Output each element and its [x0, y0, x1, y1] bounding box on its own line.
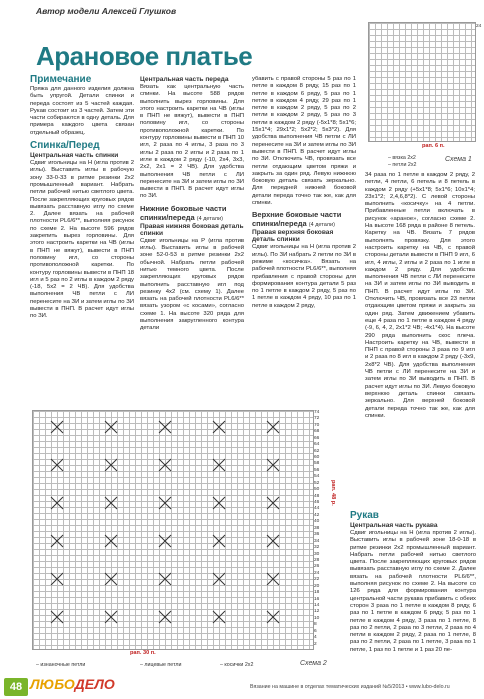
scheme-2-caption: Схема 2	[300, 660, 327, 667]
scheme-2-rows-label: рап. 48 р.	[330, 480, 336, 506]
front-center-text: Вязать как центральную часть спинки. На высоте 588 рядов выполнить вырез горловины. Для этого настроить каретки на ЧВ (иглы в ПНП не вяжут), вывести в ПНП половину игл, со стороны противоположной каретки. По контуру горловины вывести в ПНП 10 игл, 2 раза по 4 иглы, 3 раза по 3 иглы 2 раза по 2 иглы и 2 раза по 1 игле в каждом 2 ряду (-10, 2х4, 3х3, 2х2, 2х1 = 2 ЧВ). Для удобства выполнения ЧВ петли с ЛИ перенесите на ЗИ и затем иглы по ЗИ вывести в ПНП. В расчет идут иглы по ЗИ.	[140, 84, 244, 200]
scheme-2-row-numbers	[314, 410, 328, 648]
author-line: Автор модели Алексей Глушков	[36, 6, 177, 16]
row-number: 10	[314, 615, 320, 621]
sleeve-text: Сдвиг игольницы на Н (игла против 2 иглы). Выставить иглы в рабочей зоне 18-0-18 в ритме резинки 2х2 промышленный вариант. Набрать петли рабочей нитью светлого цвета. После закрепляющих круговых рядов вывязать расставную иглу по схеме 2. Далее вязать на рабочей плотности PL6/6**, выполняя рисунок по схеме 2. На высоте со 126 ряда для формирования контура центральной части рукава прибавить с обеих сторон 3 раза по 1 петле в каждом 8 ряду, 6 раз по 1 петле в каждом 6 ряду, 5 раз по 1 петле в каждом 4 ряду, 3 раза по 1 петле, 8 раз по 2 петли, 2 раза по 3 петли, 2 раза по 4 петли в каждом 2 ряду, 2 раза по 1 петле, 8 раз по 2 петли, 2 раза по 1 петле, 3 раза по 1 петле, 1 раз по 1 петле и 1 раз 20 пе-	[350, 530, 476, 653]
row-number: 58	[314, 461, 320, 467]
row-number: 16	[314, 596, 320, 602]
upper-side-heading-note: (4 детали)	[308, 222, 335, 229]
row-number: 42	[314, 512, 320, 518]
row-number: 26	[314, 564, 320, 570]
note-text: Пряжа для данного изделия должна быть упругой. Детали спинки и переда состоят из 5 частей каждая. Рукав состоит из 3 частей. Затем эти части собираются в одну деталь. Для примера каждого цвета связан отдельный образец.	[30, 86, 134, 136]
row-number: 28	[314, 557, 320, 563]
sleeve-section	[350, 508, 476, 674]
back-heading: Спинка/Перед	[30, 140, 100, 152]
row-number: 12	[314, 609, 320, 615]
row-number: 50	[314, 487, 320, 493]
lower-side-heading	[140, 204, 244, 222]
row-number: 36	[314, 532, 320, 538]
column-4	[365, 172, 475, 508]
brand-logo-part-a: ЛЮБО	[30, 676, 75, 692]
row-number: 66	[314, 435, 320, 441]
column-3	[252, 76, 356, 394]
upper-side-continued-text: 34 раза по 1 петле в каждом 2 ряду, 2 петли, 4 петли, 6 петель и 8 петель в каждом 2 ряду (+5х1*8; 5х1*6; 10х1*4; 23х1*2; 2,4,6,8*2). С левой стороны выполнить «косичку» на 4 петли. Прибавленные петли включать в рисунок «араное», согласно схеме 2. На высоте 168 ряда в районе 8 петель. Каретку на ЧВ. Вязать 7 рядов выполнять провязку. Для этого настроить каретку на ЧВ, с правой стороны детали вывести в ПНП 9 игл, 6 игл, 4 иглы, 2 иглы и 2 раза по 1 игле в каждом 2 ряду. Для удобства выполнения ЧВ петли с ЛИ перенесите на ЗИ и затем иглы по ЗИ выводить в ПНП. В расчет идут иглы по ЗИ. Отключить ЧВ, провязать все 23 петли отдающим цветом пряжи и закрыть за один ряд. Затем движением убавить еще 4 раза по 1 петле в каждом 4 ряду (-9, 6, 4, 2, 2х1*2 ЧВ; -4х1*4). На высоте 290 ряда выполнить скос плеча. Настроить каретку на ЧВ, вывести в ПНП с правой стороны 3 раза по 9 игл и 2 раза по 8 игл в каждом 2 ряду (-3х9, 2х8*2 ЧВ). Для удобства выполнения ЧВ петли с ЛИ перенесите на ЗИ и затем иглы по ЗИ выводить в ПНП. В расчет идут иглы по ЗИ. Левую боковую верхнюю деталь спинки связать зеркально. Для верхней боковой детали переда точно так же, как для спинки.	[365, 172, 475, 419]
upper-side-text: Сдвиг игольницы на Н (игла против 2 иглы). По ЗИ набрать 2 петли по ЗИ в режиме «косичка». Вязать на рабочей плотности PL6/6**, выполняя прибавления с правой стороны для формирования контура детали 5 раз по 1 петле в каждом 2 ряду, 5 раз по 1 петле в каждом 4 ряду, 10 раз по 1 петле в каждом 2 ряду,	[252, 244, 356, 309]
row-number: 40	[314, 519, 320, 525]
scheme-1-grid	[368, 22, 476, 142]
lower-side-heading-note: (4 детали)	[196, 215, 223, 222]
row-number: 22	[314, 577, 320, 583]
lower-side-heading-text: Нижние боковые части спинки/переда	[140, 203, 227, 222]
scheme-1-rows-label: 24	[476, 24, 482, 29]
row-number: 56	[314, 467, 320, 473]
column-1	[30, 72, 134, 394]
row-number: 68	[314, 429, 320, 435]
front-center-subheading: Центральная часть переда	[140, 76, 229, 83]
row-number: 20	[314, 583, 320, 589]
row-number: 54	[314, 474, 320, 480]
scheme-1-legend-a: – вязка 2х2	[388, 155, 416, 161]
lower-side-continued-text: убавить с правой стороны 5 раз по 1 петле в каждом 8 ряду, 15 раз по 1 петле в каждом 6 ряду, 5 раз по 1 петле в каждом 4 ряду, 29 раз по 1 петле в каждом 2 ряду, 5 раз по 2 петли в каждом 2 ряду, 5 раз по 3 петли в каждом 2 ряду (-5х1*8; 5х1*6; 15х1*4; 29х1*2; 5х2*2; 5х3*2). Для удобства выполнения ЧВ петли с ЛИ перенесите на ЗИ и затем иглы по ЗИ вывести в ПНП. В расчет идут иглы по ЗИ. Отключить ЧВ, провязать все петли отдающим цветом пряжи и закрыть за один ряд. Левую нижнюю боковую деталь связать зеркально. Для передней нижней боковой детали переда точно так же, как для спинки.	[252, 76, 356, 207]
row-number: 46	[314, 500, 320, 506]
row-number: 44	[314, 506, 320, 512]
scheme-2-legend-b: – лицевые петли	[140, 662, 182, 668]
row-number: 4	[314, 635, 317, 641]
brand-logo-part-b: ДЕЛО	[74, 676, 115, 692]
row-number: 18	[314, 590, 320, 596]
row-number: 2	[314, 641, 317, 647]
row-number: 74	[314, 410, 320, 415]
upper-side-heading	[252, 210, 356, 228]
row-number: 72	[314, 416, 320, 422]
row-number: 64	[314, 442, 320, 448]
brand-logo	[30, 676, 115, 692]
scheme-1-repeat-label: рап. 6 п.	[422, 143, 445, 149]
upper-side-subheading: Правая верхняя боковая деталь спинки	[252, 229, 334, 244]
scheme-2-legend-a: – изнаночные петли	[36, 662, 86, 668]
row-number: 6	[314, 628, 317, 634]
scheme-2-repeat-label: рап. 30 п.	[130, 650, 156, 656]
note-heading: Примечание	[30, 74, 92, 85]
column-2	[140, 76, 244, 394]
row-number: 70	[314, 422, 320, 428]
footer-info: Вязание на машине в отделах тематических изданий №5/2013 • www.lubo-delo.ru	[250, 684, 450, 690]
scheme-1-caption: Схема 1	[445, 156, 472, 163]
back-subheading: Центральная часть спинки	[30, 152, 119, 160]
page-title: Арановое платье	[36, 41, 253, 71]
scheme-2-grid	[32, 410, 314, 650]
page-number: 48	[4, 678, 28, 696]
sleeve-heading: Рукав	[350, 510, 379, 521]
upper-side-heading-text: Верхние боковые части спинки/переда	[252, 210, 342, 229]
row-number: 52	[314, 480, 320, 486]
row-number: 14	[314, 602, 320, 608]
lower-side-text: Сдвиг игольницы на Р (игла против иглы). Выставить иглы в рабочей зоне 52-0-53 в ритме резинки 2х2 обычной. Набрать петли рабочей нитью темного цвета. После закрепляющих круговых рядов выполнить расставную игл под резинку 4х2 (см. схему 1). Далее вязать на рабочей плотности PL6/6** вязать узором «с косами», согласно схеме 1. На высоте 320 ряда для выполнения закругленного контура детали	[140, 237, 244, 332]
lower-side-subheading: Правая нижняя боковая деталь спинки	[140, 222, 244, 237]
back-text: Сдвиг игольницы на Н (игла против 2 иглы). Выставить иглы в рабочую зону 33-0-33 в ритме резинки 2х2 промышленный вариант. Набрать петли рабочей нитью светлого цвета. После закрепляющих круговых рядов вывязать расставную иглу по схеме 2. Далее вязать на рабочей плотности PL6/6**, выполняя рисунок по схеме 2. На высоте 596 рядов закрепить вырез горловины. Для этого настроить каретки на ЧВ (иглы в ПНП не вяжут), вывести в ПНП половину игл, со стороны противоположной каретки. По контуру горловины вывести в ПНП 18 игл и 5 раз по 2 иглы в каждом 2 ряду (-18, 5х2 = 2 ЧВ). Для удобства выполнения ЧВ петли с ЛИ перенесите на ЗИ и затем иглы по ЗИ вывести в ПНП. В расчет идут иглы по ЗИ.	[30, 160, 134, 320]
page-footer	[0, 675, 484, 699]
row-number: 62	[314, 448, 320, 454]
scheme-2-cables	[33, 411, 313, 649]
sleeve-subheading: Центральная часть рукава	[350, 522, 438, 529]
scheme-1-legend-b: – петли 2х2	[388, 162, 417, 168]
row-number: 30	[314, 551, 320, 557]
row-number: 34	[314, 538, 320, 544]
row-number: 24	[314, 570, 320, 576]
row-number: 48	[314, 493, 320, 499]
row-number: 60	[314, 455, 320, 461]
row-number: 32	[314, 545, 320, 551]
scheme-2-legend-c: – косички 2х2	[220, 662, 254, 668]
row-number: 8	[314, 622, 317, 628]
row-number: 38	[314, 525, 320, 531]
